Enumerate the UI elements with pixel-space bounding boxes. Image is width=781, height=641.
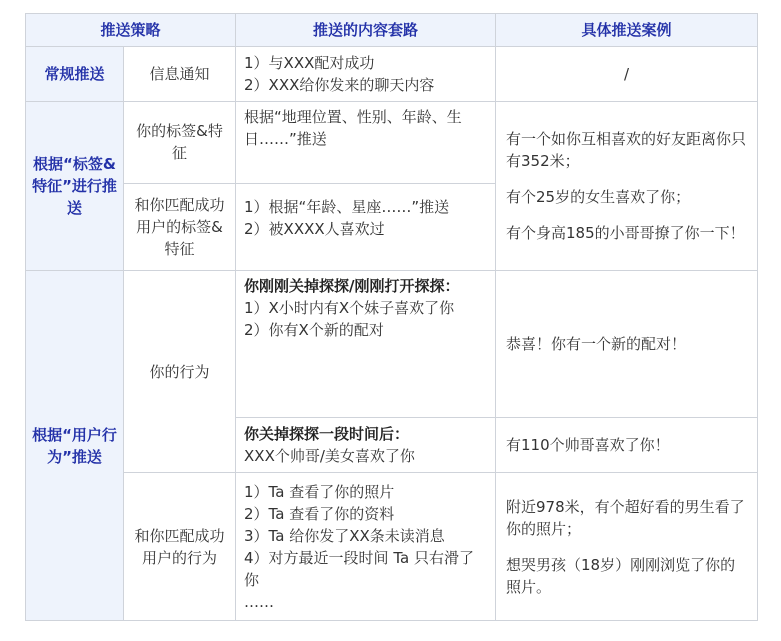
case-line: 附近978米，有个超好看的男生看了你的照片； — [506, 497, 745, 538]
sub-match-behavior: 和你匹配成功用户的行为 — [124, 473, 236, 621]
strategy-regular: 常规推送 — [26, 47, 124, 102]
content-line: …… — [244, 592, 275, 611]
content-line: 1）X小时内有X个妹子喜欢了你 — [244, 299, 455, 318]
content-line: 3）Ta 给你发了XX条未读消息 — [244, 526, 445, 545]
content-line: XXX个帅哥/美女喜欢了你 — [244, 447, 415, 466]
strategy-behavior: 根据“用户行为”推送 — [26, 271, 124, 621]
content-behavior-2 — [236, 418, 496, 473]
content-line: 4）对方最近一段时间 Ta 只右滑了你 — [244, 548, 474, 589]
content-line: 1）根据“年龄、星座……”推送 — [244, 197, 450, 216]
content-tags-1: 根据“地理位置、性别、年龄、生日……”推送 — [236, 102, 496, 184]
row-regular — [26, 47, 758, 102]
content-line: 2）Ta 查看了你的资料 — [244, 504, 395, 523]
sub-info-notice: 信息通知 — [124, 47, 236, 102]
sub-your-tags: 你的标签&特征 — [124, 102, 236, 184]
row-behavior-3 — [26, 473, 758, 621]
header-row — [26, 14, 758, 47]
case-line: 有个身高185的小哥哥撩了你一下！ — [506, 224, 745, 243]
content-line: 1）Ta 查看了你的照片 — [244, 482, 395, 501]
content-title: 你刚刚关掉探探/刚刚打开探探： — [244, 277, 460, 296]
header-case: 具体推送案例 — [496, 14, 758, 47]
case-behavior-2: 有110个帅哥喜欢了你！ — [496, 418, 758, 473]
case-line: 有个25岁的女生喜欢了你； — [506, 188, 691, 207]
content-line: 1）与XXX配对成功 — [244, 54, 375, 73]
header-strategy: 推送策略 — [26, 14, 236, 47]
sub-your-behavior: 你的行为 — [124, 271, 236, 473]
case-line: 想哭男孩（18岁）刚刚浏览了你的照片。 — [506, 555, 736, 596]
content-tags-2 — [236, 183, 496, 271]
case-tags — [496, 102, 758, 271]
case-behavior-3 — [496, 473, 758, 621]
content-line: 2）你有X个新的配对 — [244, 321, 384, 340]
content-behavior-3 — [236, 473, 496, 621]
case-regular: / — [496, 47, 758, 102]
case-behavior-1: 恭喜！你有一个新的配对！ — [496, 271, 758, 418]
sub-match-tags: 和你匹配成功用户的标签&特征 — [124, 183, 236, 271]
row-tags-1 — [26, 102, 758, 184]
strategy-tags: 根据“标签&特征”进行推送 — [26, 102, 124, 271]
content-title: 你关掉探探一段时间后： — [244, 425, 410, 444]
push-strategy-table — [25, 13, 758, 621]
content-line: 2）被XXXX人喜欢过 — [244, 219, 385, 238]
header-content: 推送的内容套路 — [236, 14, 496, 47]
row-behavior-1 — [26, 271, 758, 418]
case-line: 有一个如你互相喜欢的好友距离你只有352米； — [506, 130, 747, 171]
content-regular — [236, 47, 496, 102]
content-line: 2）XXX给你发来的聊天内容 — [244, 76, 435, 95]
content-behavior-1 — [236, 271, 496, 418]
